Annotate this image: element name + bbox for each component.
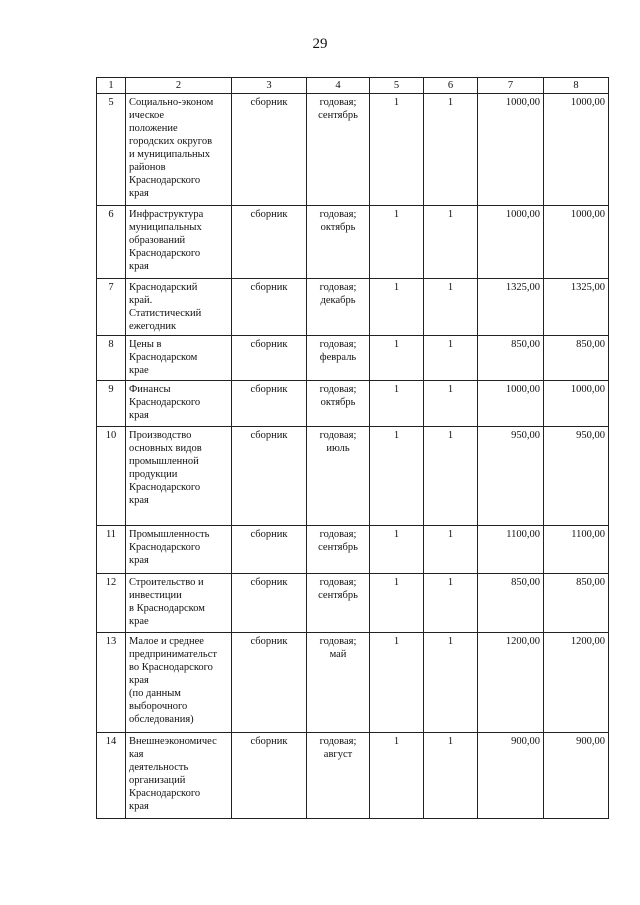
publication-name: Социально-эконом ическое положение городских округов и муниципальных районов Краснодарского края (126, 94, 232, 206)
publication-name: Внешнеэкономичес кая деятельность организаций Краснодарского края (126, 733, 232, 819)
publication-period: годовая; сентябрь (307, 526, 370, 574)
column-7-value: 850,00 (478, 336, 544, 381)
publication-type: сборник (232, 526, 307, 574)
column-7-value: 1325,00 (478, 279, 544, 336)
row-number: 14 (97, 733, 126, 819)
table-row (97, 427, 609, 526)
column-6-value: 1 (424, 279, 478, 336)
column-7-value: 1000,00 (478, 381, 544, 427)
column-6-value: 1 (424, 427, 478, 526)
table-row (97, 94, 609, 206)
column-8-value: 1000,00 (544, 94, 609, 206)
column-7-value: 1000,00 (478, 94, 544, 206)
table-row (97, 206, 609, 279)
row-number: 10 (97, 427, 126, 526)
row-number: 13 (97, 633, 126, 733)
publication-name: Финансы Краснодарского края (126, 381, 232, 427)
column-8-value: 1200,00 (544, 633, 609, 733)
publication-type: сборник (232, 427, 307, 526)
column-6-value: 1 (424, 733, 478, 819)
column-5-value: 1 (370, 633, 424, 733)
publication-period: годовая; сентябрь (307, 574, 370, 633)
column-header: 3 (232, 78, 307, 94)
row-number: 11 (97, 526, 126, 574)
column-7-value: 950,00 (478, 427, 544, 526)
column-5-value: 1 (370, 206, 424, 279)
publication-type: сборник (232, 206, 307, 279)
column-5-value: 1 (370, 427, 424, 526)
publication-name: Краснодарский край. Статистический ежегодник (126, 279, 232, 336)
publication-period: годовая; июль (307, 427, 370, 526)
column-6-value: 1 (424, 381, 478, 427)
publication-name: Строительство и инвестиции в Краснодарском крае (126, 574, 232, 633)
column-6-value: 1 (424, 94, 478, 206)
table-row (97, 574, 609, 633)
column-header: 1 (97, 78, 126, 94)
publication-period: годовая; май (307, 633, 370, 733)
publications-table (96, 77, 609, 819)
publication-name: Малое и среднее предпринимательст во Краснодарского края (по данным выборочного обследования) (126, 633, 232, 733)
publication-type: сборник (232, 381, 307, 427)
table-header-row (97, 78, 609, 94)
column-5-value: 1 (370, 574, 424, 633)
row-number: 7 (97, 279, 126, 336)
column-7-value: 900,00 (478, 733, 544, 819)
column-6-value: 1 (424, 336, 478, 381)
column-6-value: 1 (424, 526, 478, 574)
column-7-value: 1000,00 (478, 206, 544, 279)
column-8-value: 1000,00 (544, 206, 609, 279)
publication-type: сборник (232, 733, 307, 819)
publication-period: годовая; октябрь (307, 381, 370, 427)
column-header: 7 (478, 78, 544, 94)
column-8-value: 1325,00 (544, 279, 609, 336)
table-row (97, 633, 609, 733)
row-number: 12 (97, 574, 126, 633)
column-7-value: 1200,00 (478, 633, 544, 733)
column-5-value: 1 (370, 526, 424, 574)
publication-period: годовая; декабрь (307, 279, 370, 336)
column-header: 8 (544, 78, 609, 94)
publication-type: сборник (232, 336, 307, 381)
publication-period: годовая; сентябрь (307, 94, 370, 206)
table-row (97, 336, 609, 381)
column-8-value: 950,00 (544, 427, 609, 526)
page-number: 29 (312, 36, 328, 52)
table-row (97, 381, 609, 427)
column-6-value: 1 (424, 206, 478, 279)
column-5-value: 1 (370, 336, 424, 381)
row-number: 8 (97, 336, 126, 381)
column-5-value: 1 (370, 733, 424, 819)
table-row (97, 279, 609, 336)
column-5-value: 1 (370, 381, 424, 427)
row-number: 9 (97, 381, 126, 427)
column-5-value: 1 (370, 94, 424, 206)
publication-period: годовая; октябрь (307, 206, 370, 279)
column-7-value: 1100,00 (478, 526, 544, 574)
column-8-value: 850,00 (544, 336, 609, 381)
column-8-value: 900,00 (544, 733, 609, 819)
column-header: 2 (126, 78, 232, 94)
column-6-value: 1 (424, 574, 478, 633)
row-number: 6 (97, 206, 126, 279)
column-header: 6 (424, 78, 478, 94)
publication-period: годовая; август (307, 733, 370, 819)
publication-name: Промышленность Краснодарского края (126, 526, 232, 574)
publication-type: сборник (232, 94, 307, 206)
row-number: 5 (97, 94, 126, 206)
publication-type: сборник (232, 633, 307, 733)
publication-name: Инфраструктура муниципальных образований Краснодарского края (126, 206, 232, 279)
publication-period: годовая; февраль (307, 336, 370, 381)
column-8-value: 1000,00 (544, 381, 609, 427)
publication-type: сборник (232, 279, 307, 336)
publication-name: Цены в Краснодарском крае (126, 336, 232, 381)
table-row (97, 526, 609, 574)
publication-type: сборник (232, 574, 307, 633)
column-6-value: 1 (424, 633, 478, 733)
table-row (97, 733, 609, 819)
column-7-value: 850,00 (478, 574, 544, 633)
column-header: 5 (370, 78, 424, 94)
column-5-value: 1 (370, 279, 424, 336)
column-8-value: 850,00 (544, 574, 609, 633)
column-8-value: 1100,00 (544, 526, 609, 574)
column-header: 4 (307, 78, 370, 94)
publication-name: Производство основных видов промышленной продукции Краснодарского края (126, 427, 232, 526)
